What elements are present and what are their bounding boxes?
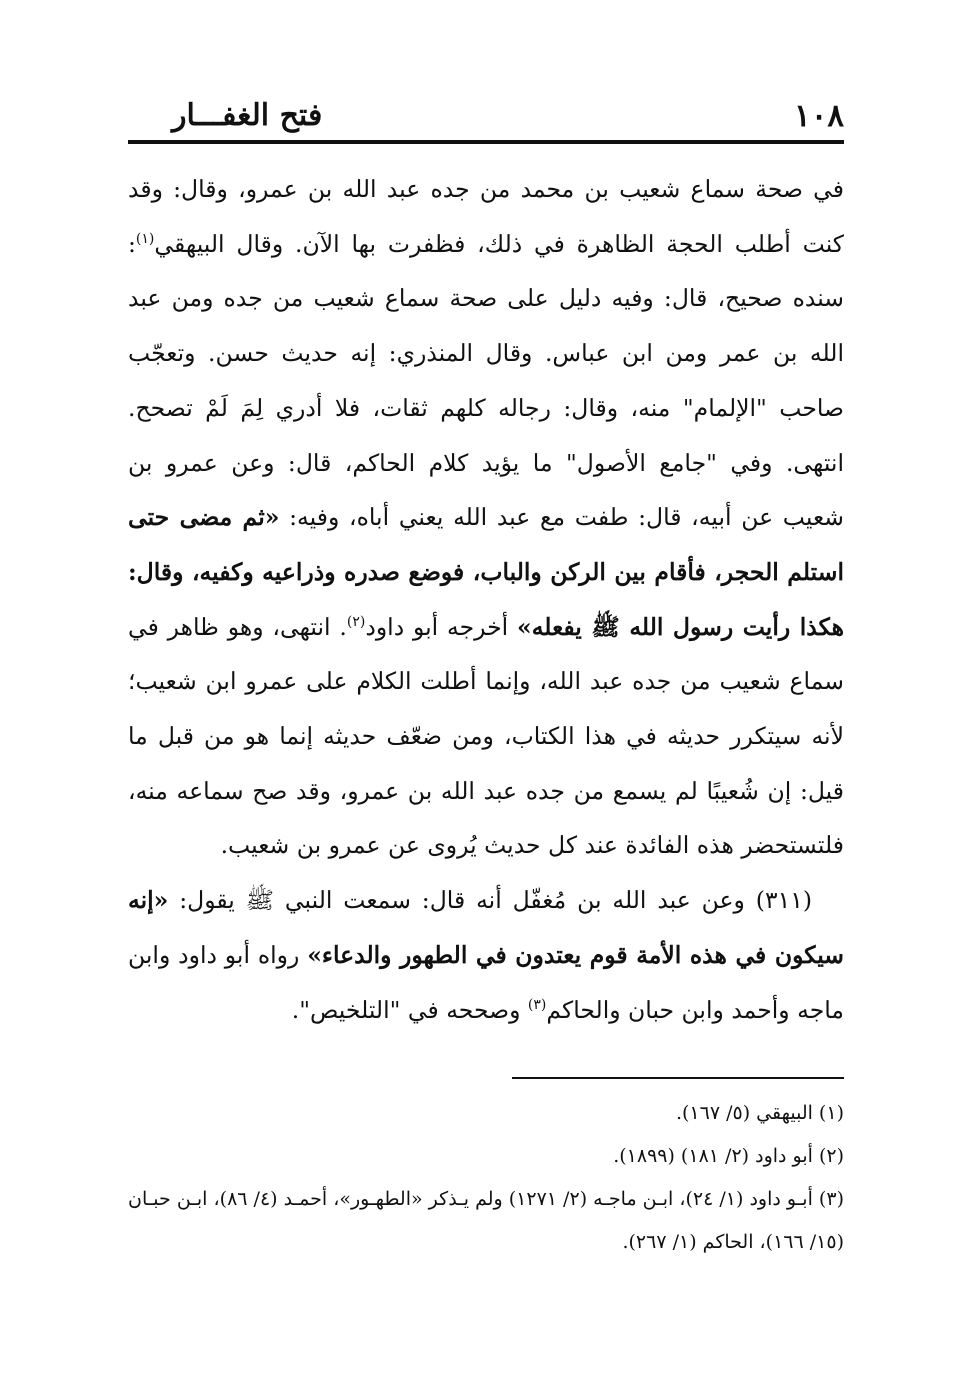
main-text bbox=[128, 162, 844, 1037]
footnote-ref-2[interactable]: (٢) bbox=[346, 613, 366, 630]
text-run: أخرجه أبو داود bbox=[365, 612, 518, 641]
footnote-separator bbox=[512, 1077, 844, 1079]
text-run: في صحة سماع شعيب بن محمد من جده عبد الله بن عمرو، وقال: وقد كنت أطلب الحجة الظاهرة في ذلك، فظفرت بها الآن. وقال البيهقي bbox=[128, 175, 844, 258]
book-title: فتح الغفـــار bbox=[172, 98, 323, 133]
text-run: وصححه في "التلخيص". bbox=[291, 995, 528, 1024]
paragraph-hadith-311 bbox=[128, 873, 844, 1037]
page-number: ١٠٨ bbox=[794, 98, 844, 134]
text-run: (٣١١) وعن عبد الله بن مُغفّل أنه قال: سمعت النبي ﷺ يقول: bbox=[168, 886, 812, 915]
text-run: رواه أبو داود وابن ماجه وأحمد وابن حبان والحاكم bbox=[128, 940, 844, 1024]
footnotes bbox=[128, 1092, 844, 1264]
text-run: . انتهى، وهو ظاهر في سماع شعيب من جده عبد الله، وإنما أطلت الكلام على عمرو ابن شعيب؛ لأنه سيتكرر حديثه في هذا الكتاب، ومن ضعّف حديثه إنما هو من قبل ما قيل: إن شُعيبًا لم يسمع من جده عبد الله بن عمرو، وقد صح سماعه منه، فلتستحضر هذه الفائدة عند كل حديث يُروى عن عمرو بن شعيب. bbox=[128, 612, 844, 860]
paragraph-commentary bbox=[128, 162, 844, 873]
hadith-quote: «ثم مضى حتى استلم الحجر، فأقام بين الركن والباب، فوضع صدره وذراعيه وكفيه، وقال: هكذا رأيت رسول الله ﷺ يفعله» bbox=[128, 503, 844, 641]
header-rule bbox=[128, 140, 844, 144]
footnote-3: (٣) أبـو داود (١/ ٢٤)، ابـن ماجـه (٢/ ١٢٧١) ولم يـذكر «الطهـور»، أحمـد (٤/ ٨٦)، ابـن حبـان (١٥/ ١٦٦)، الحاكم (١/ ٢٦٧). bbox=[128, 1188, 844, 1253]
footnote-1: (١) البيهقي (٥/ ١٦٧). bbox=[675, 1102, 844, 1124]
text-run: : سنده صحيح، قال: وفيه دليل على صحة سماع شعيب من جده ومن عبد الله بن عمر ومن ابن عباس. وقال المنذري: إنه حديث حسن. وتعجّب صاحب "الإلمام" منه، وقال: رجاله كلهم ثقات، فلا أدري لِمَ لَمْ تصحح. انتهى. وفي "جامع الأصول" ما يؤيد كلام الحاكم، قال: وعن عمرو بن شعيب عن أبيه، قال: طفت مع عبد الله يعني أباه، وفيه: bbox=[128, 229, 844, 532]
footnote-ref-1[interactable]: (١) bbox=[135, 230, 155, 247]
hadith-quote: «إنه سيكون في هذه الأمة قوم يعتدون في الطهور والدعاء» bbox=[128, 886, 844, 969]
footnote-2: (٢) أبو داود (٢/ ١٨١) (١٨٩٩). bbox=[613, 1145, 844, 1167]
page-header bbox=[128, 96, 844, 136]
footnote-ref-3[interactable]: (٣) bbox=[527, 996, 547, 1013]
